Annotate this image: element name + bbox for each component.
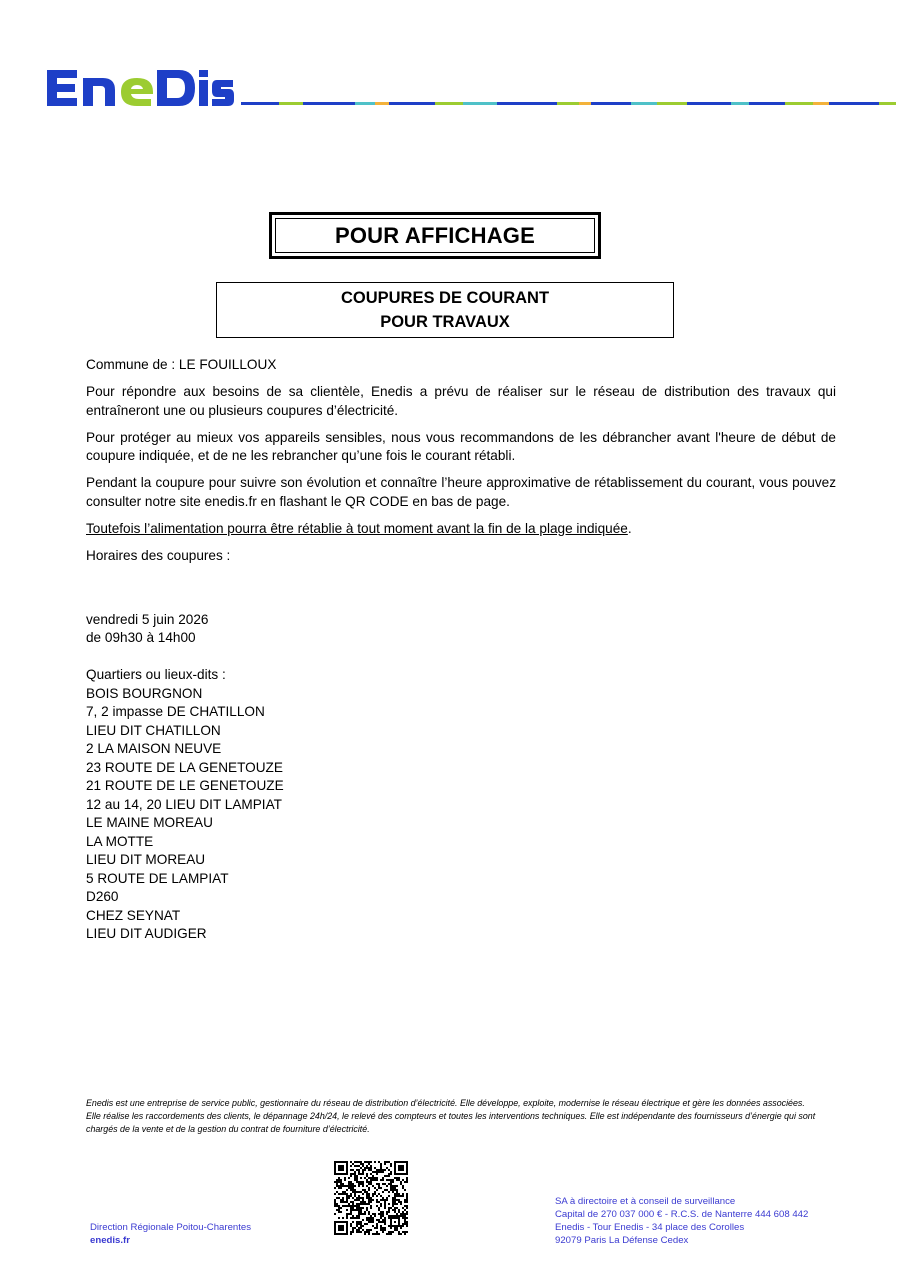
pour-affichage-title: POUR AFFICHAGE (275, 218, 595, 253)
lieu-item: 23 ROUTE DE LA GENETOUZE (86, 759, 283, 775)
commune: Commune de : LE FOUILLOUX (86, 357, 277, 372)
pour-affichage-frame (269, 212, 601, 259)
qr-code-graphic (334, 1161, 408, 1235)
lieu-item: BOIS BOURGNON (86, 685, 203, 701)
notice-title-line2: POUR TRAVAUX (380, 313, 510, 331)
lieu-item: 7, 2 impasse DE CHATILLON (86, 704, 265, 719)
lieu-item: LIEU DIT CHATILLON (86, 722, 221, 738)
footer-left (90, 1221, 251, 1247)
enedis-logo (45, 66, 235, 110)
lieu-item: 21 ROUTE DE LE GENETOUZE (86, 778, 284, 793)
notice-underlined-text: Toutefois l’alimentation pourra être rétablie à tout moment avant la fin de la plage indiquée (86, 520, 628, 536)
mention-legale: Enedis est une entreprise de service public, gestionnaire du réseau de distribution d’électricité. Elle développe, exploite, modernise le réseau électrique et gère les données associées. Elle réalise les raccordements des clients, le dépannage 24h/24, le relevé des compteurs et toutes les interventions techniques. Elle est indépendante des fournisseurs d’énergie qui sont chargés de la vente et de la gestion du contrat de fourniture d’électricité. (86, 1098, 816, 1134)
notice-title-box (216, 282, 674, 338)
qr-code-icon[interactable] (334, 1161, 408, 1235)
footer-site-link[interactable]: enedis.fr (90, 1235, 130, 1246)
lieu-item: LIEU DIT AUDIGER (86, 926, 207, 941)
notice-title-line1: COUPURES DE COURANT (340, 289, 550, 307)
enedis-logo-graphic (45, 66, 235, 110)
lieu-item: 2 LA MAISON NEUVE (86, 741, 222, 756)
footer-right (555, 1195, 808, 1247)
header-color-line-graphic (241, 102, 896, 105)
footer-right-line: 92079 Paris La Défense Cedex (555, 1235, 689, 1246)
schedule-date: vendredi 5 juin 2026 (86, 611, 209, 627)
lieu-item: D260 (86, 889, 119, 904)
notice-retablissement (86, 520, 836, 539)
header-color-line (241, 102, 896, 105)
lieu-item: LE MAINE MOREAU (86, 815, 213, 830)
lieu-item: LA MOTTE (86, 833, 154, 849)
schedule-hours: de 09h30 à 14h00 (86, 630, 196, 645)
lieu-item: 5 ROUTE DE LAMPIAT (86, 870, 229, 886)
footer-direction: Direction Régionale Poitou-Charentes (90, 1222, 252, 1233)
notice-body (86, 356, 836, 944)
lieu-item: LIEU DIT MOREAU (86, 852, 206, 867)
horaires-label: Horaires des coupures : (86, 547, 231, 563)
notice-end: . (627, 520, 632, 536)
lieux-list (86, 685, 836, 944)
paragraph-qr: Pendant la coupure pour suivre son évolution et connaître l’heure approximative de rétablissement du courant, vous pouvez consulter notre site enedis.fr en flashant le QR CODE en bas de page. (86, 475, 836, 509)
lieu-item: 12 au 14, 20 LIEU DIT LAMPIAT (86, 796, 282, 812)
paragraph-besoins: Pour répondre aux besoins de sa clientèle, Enedis a prévu de réaliser sur le réseau de distribution des travaux qui entraîneront une ou plusieurs coupures d’électricité. (86, 384, 836, 418)
footer-right-line: SA à directoire et à conseil de surveillance (555, 1196, 736, 1207)
paragraph-appareils: Pour protéger au mieux vos appareils sensibles, nous vous recommandons de les débrancher avant l'heure de début de coupure indiquée, et de ne les rebrancher qu’une fois le courant rétabli. (86, 429, 836, 463)
quartiers-label: Quartiers ou lieux-dits : (86, 667, 226, 682)
footer-right-line: Enedis - Tour Enedis - 34 place des Corolles (555, 1222, 745, 1233)
footer-right-line: Capital de 270 037 000 € - R.C.S. de Nanterre 444 608 442 (555, 1209, 809, 1220)
lieu-item: CHEZ SEYNAT (86, 907, 181, 923)
